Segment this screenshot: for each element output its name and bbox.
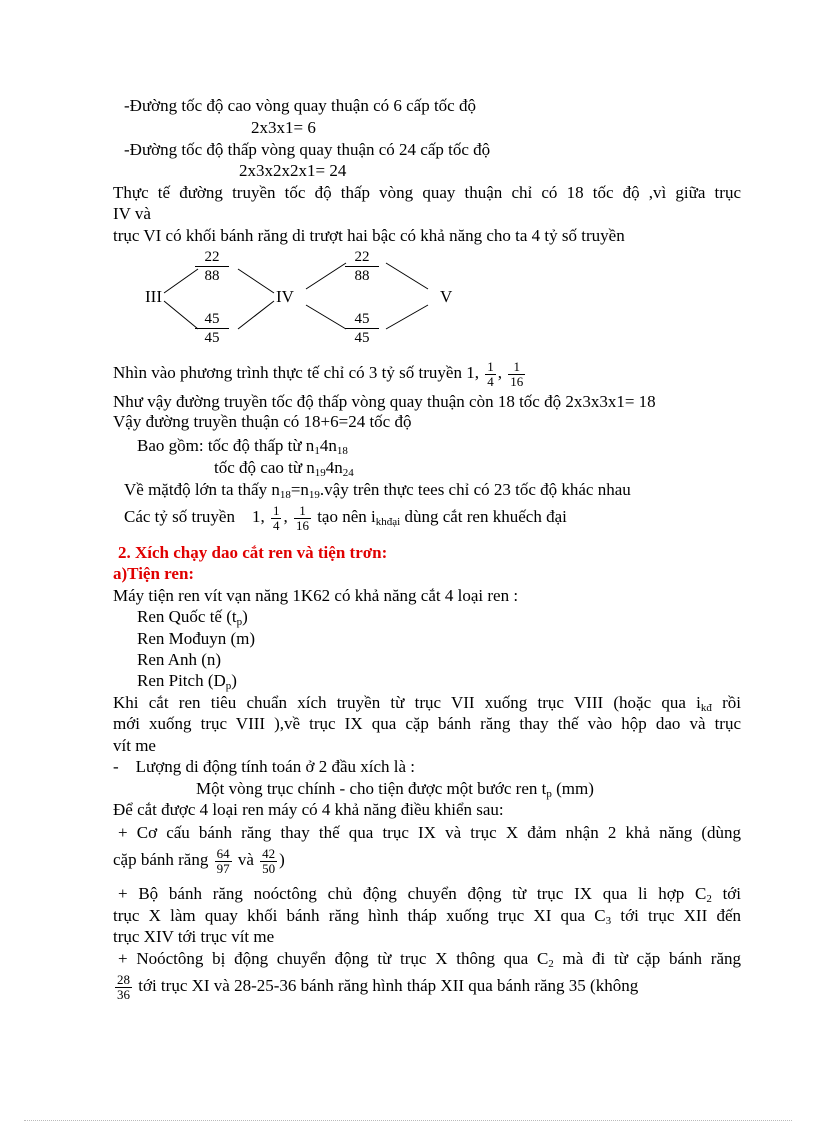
- fraction-1-4: $\frac{1}{4}$: [272, 502, 280, 533]
- ratio-fraction: $\frac{45}{45}$: [195, 310, 229, 347]
- subsection-heading: a)Tiện ren:: [113, 564, 195, 583]
- text-line: vít me: [113, 736, 156, 755]
- shaft-label-v: V: [440, 287, 453, 306]
- text-line: trục XIV tới trục vít me: [113, 927, 275, 946]
- list-item: Ren Quốc tế $(t_p)$: [137, 607, 248, 628]
- fraction-1-4: $\frac{1}{4}$: [487, 358, 494, 389]
- text-line: tốc độ cao từ $n_{19}4n_{24}$: [214, 458, 354, 479]
- fraction-28-36: $\frac{28}{36}$: [117, 971, 130, 1002]
- text-line: + Bộ bánh răng noóctông chủ động chuyển động từ trục IX qua li hợp $C_2$ tới: [118, 884, 741, 905]
- text-line: Một vòng trục chính - cho tiện được một bước ren $t_p$ (mm): [196, 779, 594, 800]
- text-line: mới xuống trục VIII ),về trục IX qua cặp bánh răng thay thế vào hộp dao và trục: [113, 714, 741, 733]
- text-line: Như vậy đường truyền tốc độ thấp vòng quay thuận còn 18 tốc độ 2x3x3x1= 18: [113, 392, 656, 411]
- diagram-line: [164, 301, 198, 329]
- transmission-diagram: [140, 245, 460, 345]
- text-line: 2x3x1= 6: [251, 118, 316, 137]
- text-line: trục VI có khối bánh răng di trượt hai bậc có khả năng cho ta 4 tỷ số truyền: [113, 226, 625, 245]
- text-line: Các tỷ số truyền 1, $\frac{1}{4}$ , $\frac{1}{16}$ tạo nên $i_{khđại}$ dùng cắt ren khuếch đại: [124, 502, 567, 533]
- list-item: - Lượng di động tính toán ở 2 đầu xích là :: [113, 757, 415, 776]
- diagram-line: [306, 305, 346, 329]
- text-line: trục X làm quay khối bánh răng hình tháp xuống trục XI qua $C_3$ tới trục XII đến: [113, 906, 742, 927]
- text-line: + Noóctông bị động chuyển động từ trục X thông qua $C_2$ mà đi từ cặp bánh răng: [118, 949, 741, 970]
- diagram-line: [238, 301, 274, 329]
- ratio-fraction: $\frac{45}{45}$: [345, 310, 379, 347]
- diagram-line: [238, 269, 274, 293]
- ratio-fraction: $\frac{22}{88}$: [345, 248, 379, 285]
- fraction-1-16: $\frac{1}{16}$: [295, 502, 309, 533]
- text-line: Nhìn vào phương trình thực tế chỉ có 3 tỷ số truyền 1, $\frac{1}{4}$ , $\frac{1}{16}$: [113, 358, 524, 389]
- text-line: Khi cắt ren tiêu chuẩn xích truyền từ trục VII xuống trục VIII (hoặc qua $i_{kđ}$ rồi: [113, 693, 741, 714]
- text-line: -Đường tốc độ cao vòng quay thuận có 6 cấp tốc độ: [124, 96, 476, 115]
- shaft-label-iii: III: [145, 287, 162, 306]
- text-line: Máy tiện ren vít vạn năng 1K62 có khả năng cắt 4 loại ren :: [113, 586, 519, 605]
- fraction-64-97: $\frac{64}{97}$: [216, 845, 230, 876]
- text-line: Vậy đường truyền thuận có 18+6=24 tốc độ: [113, 412, 412, 431]
- text-line: IV và: [113, 204, 151, 223]
- fraction-42-50: $\frac{42}{50}$: [262, 845, 276, 876]
- text-line: 2x3x2x2x1= 24: [239, 161, 347, 180]
- ratio-fraction: $\frac{22}{88}$: [195, 248, 229, 285]
- text-line: Để cắt được 4 loại ren máy có 4 khả năng điều khiển sau:: [113, 800, 504, 819]
- list-item: Ren Anh (n): [137, 650, 222, 669]
- diagram-line: [386, 263, 428, 289]
- fraction-1-16: $\frac{1}{16}$: [510, 358, 524, 389]
- diagram-line: [386, 305, 428, 329]
- text-line: cặp bánh răng $\frac{64}{97}$ và $\frac{42}{50}$ ): [113, 845, 285, 876]
- list-item: Ren Pitch $(D_p)$: [137, 671, 237, 692]
- text-line: + Cơ cấu bánh răng thay thế qua trục IX và trục X đảm nhận 2 khả năng (dùng: [118, 823, 741, 842]
- shaft-label-iv: IV: [276, 287, 294, 306]
- text-line: Về mặtđộ lớn ta thấy $n_{18}=n_{19}.vậy$ trên thực tees chỉ có 23 tốc độ khác nhau: [124, 480, 631, 501]
- diagram-line: [306, 263, 346, 289]
- text-line: -Đường tốc độ thấp vòng quay thuận có 24 cấp tốc độ: [124, 140, 491, 159]
- text-line: Thực tế đường truyền tốc độ thấp vòng quay thuận chỉ có 18 tốc độ ,vì giữa trục: [113, 183, 741, 202]
- text-line: $\frac{28}{36}$ tới trục XI và 28-25-36 bánh răng hình tháp XII qua bánh răng 35 (không: [117, 971, 639, 1002]
- diagram-line: [164, 269, 198, 293]
- page-bottom-divider: [24, 1120, 792, 1121]
- text-line: Bao gồm: tốc độ thấp từ $n_14n_{18}$: [137, 436, 348, 457]
- section-heading: 2. Xích chạy dao cắt ren và tiện trơn:: [118, 543, 388, 562]
- list-item: Ren Mođuyn (m): [137, 629, 256, 648]
